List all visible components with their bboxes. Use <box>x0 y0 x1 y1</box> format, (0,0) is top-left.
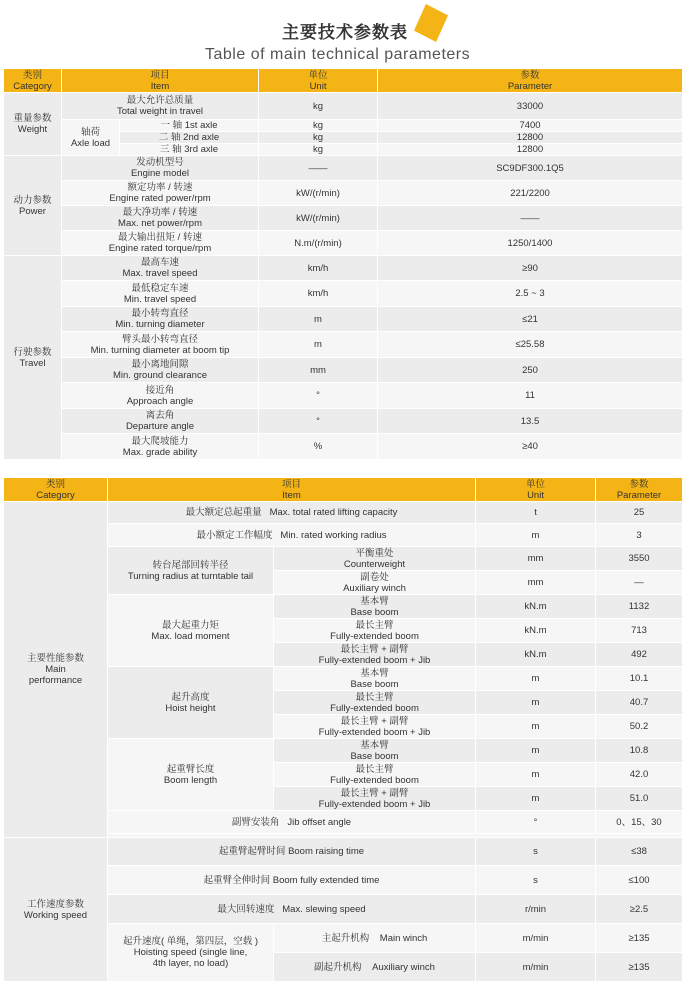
value-cell: 10.1 <box>596 667 683 691</box>
value-cell: 50.2 <box>596 715 683 739</box>
table-row <box>4 409 683 434</box>
accent-shape-icon <box>414 4 448 42</box>
item-cell: 最大净功率 / 转速 Max. net power/rpm <box>62 206 259 231</box>
item-cell: 最小离地间隙 Min. ground clearance <box>62 358 259 383</box>
value-cell: SC9DF300.1Q5 <box>378 156 683 181</box>
value-cell: 713 <box>596 619 683 643</box>
table-row <box>4 502 683 524</box>
unit-cell: kg <box>259 93 378 120</box>
unit-cell: m/min <box>476 924 596 953</box>
value-cell: —— <box>378 206 683 231</box>
unit-cell: ° <box>259 383 378 409</box>
unit-cell: mm <box>476 571 596 595</box>
value-cell: 7400 <box>378 120 683 132</box>
value-cell: 2.5 ~ 3 <box>378 281 683 307</box>
category-working-speed: 工作速度参数 Working speed <box>4 838 108 982</box>
unit-cell: m <box>259 332 378 358</box>
item-cell: 副卷处 Auxiliary winch <box>274 571 476 595</box>
item-cell: 一 轴 1st axle <box>120 120 259 132</box>
item-cell: 最大输出扭矩 / 转速 Engine rated torque/rpm <box>62 231 259 256</box>
item-cell: 最小额定工作幅度 Min. rated working radius <box>108 524 476 547</box>
item-cell: 二 轴 2nd axle <box>120 132 259 144</box>
table-row <box>4 307 683 332</box>
unit-cell: mm <box>259 358 378 383</box>
item-cell: 主起升机构 Main winch <box>274 924 476 953</box>
unit-cell: m <box>476 524 596 547</box>
value-cell: 250 <box>378 358 683 383</box>
category-main-performance: 主要性能参数 Main performance <box>4 502 108 838</box>
item-cell: 最低稳定车速 Min. travel speed <box>62 281 259 307</box>
item-cell: 三 轴 3rd axle <box>120 144 259 156</box>
value-cell: 25 <box>596 502 683 524</box>
unit-cell: kg <box>259 144 378 156</box>
item-cell: 离去角 Departure angle <box>62 409 259 434</box>
value-cell: ≤21 <box>378 307 683 332</box>
axle-load-group: 轴荷 Axle load <box>62 120 120 156</box>
table-row <box>4 256 683 281</box>
item-cell: 副起升机构 Auxiliary winch <box>274 953 476 982</box>
value-cell: 3 <box>596 524 683 547</box>
item-cell: 起重臂全伸时间 Boom fully extended time <box>108 866 476 895</box>
unit-cell: km/h <box>259 281 378 307</box>
header-unit: 单位 Unit <box>259 69 378 93</box>
header-category: 类别 Category <box>4 69 62 93</box>
unit-cell: m <box>476 715 596 739</box>
unit-cell: kN.m <box>476 643 596 667</box>
header-item: 项目 Item <box>108 478 476 502</box>
hoist-height-group: 起升高度 Hoist height <box>108 667 274 739</box>
table-row <box>4 434 683 460</box>
unit-cell: % <box>259 434 378 460</box>
unit-cell: m <box>476 667 596 691</box>
unit-cell: km/h <box>259 256 378 281</box>
tail-radius-group: 转台尾部回转半径 Turning radius at turntable tail <box>108 547 274 595</box>
item-cell: 最长主臂 Fully-extended boom <box>274 691 476 715</box>
item-cell: 最长主臂 + 副臂 Fully-extended boom + Jib <box>274 643 476 667</box>
value-cell: 3550 <box>596 547 683 571</box>
unit-cell: ° <box>259 409 378 434</box>
unit-cell: s <box>476 838 596 866</box>
spec-table-2 <box>3 477 683 982</box>
unit-cell: s <box>476 866 596 895</box>
unit-cell: m/min <box>476 953 596 982</box>
value-cell: 12800 <box>378 132 683 144</box>
unit-cell: kW/(r/min) <box>259 181 378 206</box>
value-cell: 1250/1400 <box>378 231 683 256</box>
value-cell: ≥135 <box>596 924 683 953</box>
header-item: 项目 Item <box>62 69 259 93</box>
unit-cell: kg <box>259 120 378 132</box>
item-cell: 最小转弯直径 Min. turning diameter <box>62 307 259 332</box>
table-row <box>4 120 683 132</box>
item-cell: 臂头最小转弯直径 Min. turning diameter at boom tip <box>62 332 259 358</box>
item-cell: 最大额定总起重量 Max. total rated lifting capacity <box>108 502 476 524</box>
header-unit: 单位 Unit <box>476 478 596 502</box>
value-cell: ≥40 <box>378 434 683 460</box>
item-cell: 最长主臂 Fully-extended boom <box>274 619 476 643</box>
unit-cell: kN.m <box>476 619 596 643</box>
category-weight: 重量参数 Weight <box>4 93 62 156</box>
item-cell: 最长主臂 + 副臂 Fully-extended boom + Jib <box>274 787 476 811</box>
table-header <box>4 478 683 502</box>
value-cell: ≥135 <box>596 953 683 982</box>
table-row <box>4 838 683 866</box>
unit-cell: t <box>476 502 596 524</box>
unit-cell: ° <box>476 811 596 834</box>
value-cell: — <box>596 571 683 595</box>
unit-cell: r/min <box>476 895 596 924</box>
item-cell: 起重臂起臂时间 Boom raising time <box>108 838 476 866</box>
table-row <box>4 358 683 383</box>
table-row <box>4 93 683 120</box>
unit-cell: m <box>476 691 596 715</box>
unit-cell: —— <box>259 156 378 181</box>
item-cell: 发动机型号 Engine model <box>62 156 259 181</box>
unit-cell: m <box>476 787 596 811</box>
item-cell: 副臂安装角 Jib offset angle <box>108 811 476 834</box>
value-cell: 12800 <box>378 144 683 156</box>
table-row <box>4 206 683 231</box>
unit-cell: kg <box>259 132 378 144</box>
value-cell: 51.0 <box>596 787 683 811</box>
item-cell: 最大回转速度 Max. slewing speed <box>108 895 476 924</box>
page-title-en: Table of main technical parameters <box>205 46 471 63</box>
item-cell: 最长主臂 + 副臂 Fully-extended boom + Jib <box>274 715 476 739</box>
value-cell: ≥2.5 <box>596 895 683 924</box>
value-cell: 13.5 <box>378 409 683 434</box>
value-cell: ≤100 <box>596 866 683 895</box>
hoisting-speed-group: 起升速度( 单绳，第四层，空载 ) Hoisting speed (single line, 4th layer, no load) <box>108 924 274 982</box>
item-cell: 基本臂 Base boom <box>274 595 476 619</box>
item-cell: 额定功率 / 转速 Engine rated power/rpm <box>62 181 259 206</box>
value-cell: 40.7 <box>596 691 683 715</box>
header-parameter: 参数 Parameter <box>596 478 683 502</box>
value-cell: 10.8 <box>596 739 683 763</box>
unit-cell: m <box>476 763 596 787</box>
item-cell: 平衡重处 Counterweight <box>274 547 476 571</box>
unit-cell: mm <box>476 547 596 571</box>
table-row <box>4 156 683 181</box>
item-cell: 最大爬坡能力 Max. grade ability <box>62 434 259 460</box>
title-block <box>0 0 685 68</box>
item-cell: 基本臂 Base boom <box>274 667 476 691</box>
value-cell: 11 <box>378 383 683 409</box>
header-category: 类别 Category <box>4 478 108 502</box>
page-title-zh: 主要技术参数表 <box>282 23 408 42</box>
item-cell: 最高车速 Max. travel speed <box>62 256 259 281</box>
table-row <box>4 383 683 409</box>
table-row <box>4 231 683 256</box>
value-cell: ≤25.58 <box>378 332 683 358</box>
value-cell: 1132 <box>596 595 683 619</box>
item-cell: 基本臂 Base boom <box>274 739 476 763</box>
value-cell: 221/2200 <box>378 181 683 206</box>
unit-cell: kW/(r/min) <box>259 206 378 231</box>
unit-cell: m <box>259 307 378 332</box>
item-cell: 最大允许总质量 Total weight in travel <box>62 93 259 120</box>
category-travel: 行驶参数 Travel <box>4 256 62 460</box>
table-header <box>4 69 683 93</box>
value-cell: 33000 <box>378 93 683 120</box>
table-row <box>4 181 683 206</box>
value-cell: ≤38 <box>596 838 683 866</box>
value-cell: ≥90 <box>378 256 683 281</box>
spec-table-1 <box>3 68 683 460</box>
item-cell: 接近角 Approach angle <box>62 383 259 409</box>
value-cell: 0、15、30 <box>596 811 683 834</box>
value-cell: 492 <box>596 643 683 667</box>
unit-cell: N.m/(r/min) <box>259 231 378 256</box>
unit-cell: kN.m <box>476 595 596 619</box>
table-row <box>4 281 683 307</box>
unit-cell: m <box>476 739 596 763</box>
value-cell: 42.0 <box>596 763 683 787</box>
boom-length-group: 起重臂长度 Boom length <box>108 739 274 811</box>
header-parameter: 参数 Parameter <box>378 69 683 93</box>
table-row <box>4 332 683 358</box>
item-cell: 最长主臂 Fully-extended boom <box>274 763 476 787</box>
category-power: 动力参数 Power <box>4 156 62 256</box>
load-moment-group: 最大起重力矩 Max. load moment <box>108 595 274 667</box>
